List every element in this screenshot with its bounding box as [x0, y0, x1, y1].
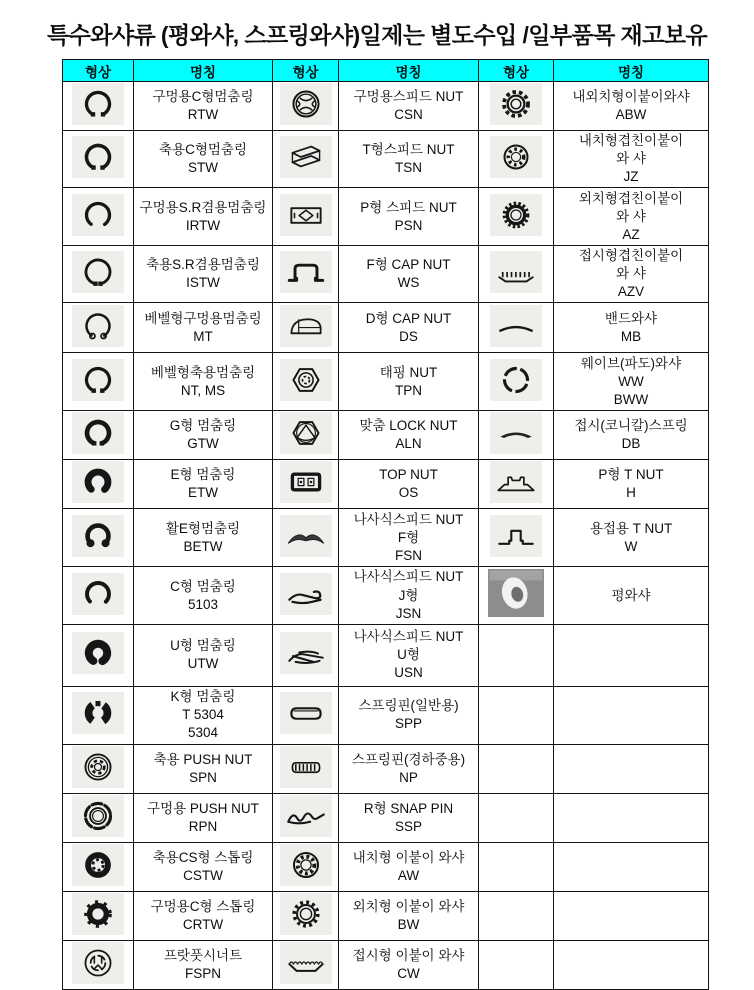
name-line: R형 SNAP PIN	[363, 800, 454, 816]
name-line: DB	[621, 436, 641, 452]
wave-washer-icon	[490, 359, 542, 401]
name-line: PSN	[394, 217, 423, 233]
snap-pin-r-icon	[280, 795, 332, 837]
dish-lap-washer-icon	[490, 251, 542, 293]
c-ring-shaft-icon	[72, 136, 124, 178]
name-line: SSP	[394, 818, 422, 834]
name-line: F형 CAP NUT	[366, 257, 451, 273]
name-line: ABW	[615, 107, 647, 122]
shape-cell	[63, 460, 134, 509]
shape-cell	[273, 353, 339, 411]
shape-cell	[273, 940, 339, 989]
name-line: 와 샤	[616, 266, 646, 282]
sr-ring-shaft-icon	[72, 251, 124, 293]
int-tooth-lap-washer-icon	[490, 136, 542, 178]
shape-cell	[273, 246, 339, 303]
table-row	[63, 509, 709, 567]
name-cell	[554, 246, 709, 303]
name-cell	[134, 744, 273, 793]
table-row	[63, 567, 709, 624]
name-line: CSN	[394, 107, 423, 122]
shape-cell	[63, 188, 134, 246]
name-line: STW	[188, 160, 218, 176]
name-line: WS	[397, 275, 420, 291]
name-line: 와 샤	[616, 208, 646, 224]
name-line: CRTW	[182, 916, 224, 932]
name-line: BETW	[183, 538, 223, 554]
name-line: BW	[397, 916, 420, 932]
speed-nut-t-icon	[280, 136, 332, 178]
ext-tooth-lap-washer-icon	[490, 194, 542, 236]
name-line: ISTW	[186, 275, 220, 291]
shape-cell	[273, 303, 339, 353]
table-row	[63, 188, 709, 246]
shape-cell	[273, 842, 339, 891]
name-cell	[134, 246, 273, 303]
name-line: 축용S.R겸용멈춤링	[146, 257, 260, 273]
name-cell	[554, 744, 709, 793]
name-cell	[554, 303, 709, 353]
name-cell	[339, 131, 479, 188]
name-cell	[339, 82, 479, 131]
bow-e-ring-icon	[72, 515, 124, 557]
name-line: 축용C형멈춤링	[159, 142, 247, 158]
shape-cell	[273, 131, 339, 188]
shape-cell	[273, 891, 339, 940]
name-cell	[339, 793, 479, 842]
name-cell	[554, 891, 709, 940]
name-cell	[339, 188, 479, 246]
name-cell	[134, 131, 273, 188]
name-cell	[339, 246, 479, 303]
name-cell	[554, 624, 709, 686]
shape-cell	[479, 686, 554, 744]
shape-cell	[479, 891, 554, 940]
name-line: 외치형겹친이붙이	[578, 190, 684, 206]
dish-tooth-washer-icon	[280, 942, 332, 984]
name-cell	[134, 303, 273, 353]
name-line: F형	[397, 529, 420, 545]
shape-cell	[479, 353, 554, 411]
name-cell	[339, 624, 479, 686]
name-line: U형	[397, 647, 420, 663]
name-line: MT	[193, 328, 213, 344]
shape-cell	[479, 303, 554, 353]
name-cell	[339, 411, 479, 460]
shape-cell	[63, 567, 134, 624]
name-line: 평와샤	[611, 587, 651, 603]
name-cell	[554, 842, 709, 891]
table-row	[63, 686, 709, 744]
col-header-name-2: 명칭	[339, 60, 479, 82]
name-line: W	[624, 538, 638, 554]
table-row	[63, 411, 709, 460]
name-line: 구멍용S.R겸용멈춤링	[139, 199, 267, 215]
shape-cell	[479, 793, 554, 842]
name-line: 구멍용C형 스톱링	[150, 898, 256, 914]
shape-cell	[273, 509, 339, 567]
name-line: T 5304	[182, 707, 224, 723]
shape-cell	[63, 246, 134, 303]
name-line: 접시(코니칼)스프링	[574, 418, 688, 434]
name-line: 스프링핀(경하중용)	[351, 751, 466, 767]
table-row	[63, 246, 709, 303]
name-cell	[554, 353, 709, 411]
c-ring-hole-icon	[72, 83, 124, 125]
shape-cell	[479, 624, 554, 686]
name-line: OS	[398, 485, 419, 501]
cs-stop-ring-icon	[72, 844, 124, 886]
name-line: 구멍용스피드 NUT	[353, 88, 464, 104]
lock-nut-icon	[280, 412, 332, 454]
table-row	[63, 303, 709, 353]
name-cell	[554, 460, 709, 509]
name-cell	[339, 460, 479, 509]
spring-pin-heavy-icon	[280, 746, 332, 788]
shape-cell	[273, 460, 339, 509]
name-cell	[134, 460, 273, 509]
shape-cell	[273, 793, 339, 842]
name-line: 5103	[187, 596, 219, 612]
screw-speed-nut-j-icon	[280, 573, 332, 615]
name-line: H	[626, 485, 636, 501]
e-ring-icon	[72, 461, 124, 503]
name-line: JSN	[395, 605, 422, 621]
name-line: UTW	[187, 656, 219, 672]
name-cell	[339, 744, 479, 793]
name-cell	[134, 411, 273, 460]
name-line: 와 샤	[616, 151, 646, 167]
shape-cell	[479, 82, 554, 131]
name-cell	[554, 509, 709, 567]
shape-cell	[63, 411, 134, 460]
table-row	[63, 940, 709, 989]
screw-speed-nut-u-icon	[280, 632, 332, 674]
name-line: 축용 PUSH NUT	[153, 751, 253, 767]
conical-spring-icon	[490, 412, 542, 454]
name-line: 맞춤 LOCK NUT	[359, 418, 458, 434]
name-cell	[339, 891, 479, 940]
name-line: 프랏풋시너트	[163, 947, 243, 963]
name-line: 스프링핀(일반용)	[358, 698, 459, 714]
name-line: 웨이브(파도)와샤	[580, 355, 682, 371]
name-line: TPN	[395, 382, 422, 398]
name-cell	[339, 940, 479, 989]
name-line: P형 T NUT	[598, 467, 664, 483]
col-header-name-1: 명칭	[134, 60, 273, 82]
bevel-ring-hole-icon	[72, 305, 124, 347]
name-cell	[134, 891, 273, 940]
table-row	[63, 353, 709, 411]
name-line: 내치형겹친이붙이	[578, 133, 684, 148]
shape-cell	[273, 82, 339, 131]
name-line: 접시형 이붙이 와샤	[352, 947, 465, 963]
name-line: 나사식스피드 NUT	[353, 511, 464, 527]
shape-cell	[63, 686, 134, 744]
page-title: 특수와샤류 (평와샤, 스프링와샤)일제는 별도수입 /일부품목 재고보유	[47, 22, 707, 48]
name-cell	[134, 509, 273, 567]
shape-cell	[273, 624, 339, 686]
name-line: ALN	[395, 436, 422, 452]
p-t-nut-icon	[490, 461, 542, 503]
name-line: CW	[397, 965, 420, 981]
name-line: E형 멈춤링	[170, 467, 236, 483]
name-cell	[339, 567, 479, 624]
name-line: 활E형멈춤링	[165, 520, 241, 536]
speed-nut-p-icon	[280, 194, 332, 236]
name-cell	[554, 82, 709, 131]
name-line: P형 스피드 NUT	[360, 199, 457, 215]
name-line: 5304	[187, 725, 219, 741]
name-line: 베벨형축용멈춤링	[150, 364, 256, 380]
name-line: T형스피드 NUT	[362, 142, 455, 158]
k-ring-icon	[72, 692, 124, 734]
table-row	[63, 891, 709, 940]
flat-push-nut-icon	[72, 942, 124, 984]
name-cell	[554, 793, 709, 842]
name-cell	[554, 188, 709, 246]
shape-cell	[479, 188, 554, 246]
name-cell	[554, 567, 709, 624]
name-line: IRTW	[185, 217, 221, 233]
band-washer-icon	[490, 305, 542, 347]
name-cell	[554, 686, 709, 744]
name-line: U형 멈춤링	[170, 638, 236, 654]
name-cell	[134, 842, 273, 891]
name-line: 구멍용 PUSH NUT	[147, 800, 259, 816]
name-line: J형	[398, 587, 419, 603]
name-cell	[134, 188, 273, 246]
shape-cell	[63, 891, 134, 940]
col-header-shape-1: 형상	[63, 60, 134, 82]
u-ring-icon	[72, 632, 124, 674]
name-line: WW	[618, 373, 644, 389]
name-line: SPN	[189, 769, 217, 785]
cap-nut-f-icon	[280, 251, 332, 293]
name-line: AZ	[622, 226, 640, 242]
shape-cell	[479, 460, 554, 509]
col-header-shape-2: 형상	[273, 60, 339, 82]
shape-cell	[273, 686, 339, 744]
table-row	[63, 842, 709, 891]
shape-cell	[63, 744, 134, 793]
name-line: DS	[399, 328, 418, 344]
name-cell	[554, 131, 709, 188]
name-line: 구멍용C형멈춤링	[152, 88, 254, 104]
name-line: 접시형겹친이붙이	[578, 248, 684, 264]
name-line: JZ	[623, 169, 639, 185]
name-line: 밴드와샤	[604, 310, 658, 326]
name-line: SPP	[394, 716, 422, 732]
c-stop-ring-icon	[72, 893, 124, 935]
shape-cell	[479, 509, 554, 567]
sr-ring-hole-icon	[72, 194, 124, 236]
shape-cell	[479, 744, 554, 793]
weld-t-nut-icon	[490, 515, 542, 557]
name-cell	[134, 567, 273, 624]
external-tooth-washer-icon	[280, 893, 332, 935]
name-cell	[134, 82, 273, 131]
name-line: 내외치형이붙이와샤	[572, 88, 690, 104]
shape-cell	[273, 744, 339, 793]
table-row	[63, 793, 709, 842]
table-row	[63, 82, 709, 131]
name-line: G형 멈춤링	[169, 418, 237, 434]
top-nut-icon	[280, 461, 332, 503]
shape-cell	[63, 353, 134, 411]
shape-cell	[273, 567, 339, 624]
col-header-name-3: 명칭	[554, 60, 709, 82]
name-cell	[134, 686, 273, 744]
name-line: BWW	[613, 392, 649, 407]
cap-nut-d-icon	[280, 305, 332, 347]
name-cell	[134, 940, 273, 989]
name-line: C형 멈춤링	[170, 578, 236, 594]
shape-cell	[273, 411, 339, 460]
shape-cell	[63, 131, 134, 188]
push-nut-shaft-icon	[72, 746, 124, 788]
shape-cell	[63, 509, 134, 567]
name-line: CSTW	[183, 867, 223, 883]
shape-cell	[479, 411, 554, 460]
name-cell	[134, 353, 273, 411]
name-line: 베벨형구멍용멈춤링	[144, 310, 262, 326]
bevel-ring-shaft-icon	[72, 359, 124, 401]
name-cell	[554, 940, 709, 989]
name-line: ETW	[188, 485, 218, 501]
shape-cell	[63, 624, 134, 686]
name-line: 나사식스피드 NUT	[353, 629, 464, 645]
flat-washer-photo-icon	[488, 569, 544, 617]
shape-cell	[63, 940, 134, 989]
shape-cell	[479, 131, 554, 188]
name-cell	[339, 303, 479, 353]
shape-cell	[479, 567, 554, 624]
table-row	[63, 460, 709, 509]
shape-cell	[63, 842, 134, 891]
table-row	[63, 744, 709, 793]
shape-cell	[479, 842, 554, 891]
col-header-shape-3: 형상	[479, 60, 554, 82]
screw-speed-nut-f-icon	[280, 515, 332, 557]
parts-table	[62, 59, 709, 990]
shape-cell	[63, 303, 134, 353]
int-ext-tooth-washer-icon	[490, 83, 542, 125]
name-line: 축용CS형 스톱링	[152, 849, 254, 865]
name-line: K형 멈춤링	[170, 689, 236, 705]
name-line: FSPN	[184, 965, 221, 981]
name-cell	[339, 509, 479, 567]
name-line: TSN	[395, 160, 422, 176]
shape-cell	[479, 246, 554, 303]
shape-cell	[63, 793, 134, 842]
name-line: AW	[397, 867, 420, 883]
name-line: RTW	[187, 107, 219, 122]
name-cell	[554, 411, 709, 460]
tapping-nut-icon	[280, 359, 332, 401]
name-line: 태핑 NUT	[379, 364, 438, 380]
name-line: FSN	[395, 548, 422, 563]
name-line: GTW	[187, 436, 219, 452]
name-line: 나사식스피드 NUT	[353, 569, 464, 585]
shape-cell	[479, 940, 554, 989]
push-nut-hole-icon	[72, 795, 124, 837]
c-ring-5103-icon	[72, 573, 124, 615]
name-line: MB	[620, 328, 642, 344]
shape-cell	[63, 82, 134, 131]
name-cell	[339, 686, 479, 744]
internal-tooth-washer-icon	[280, 844, 332, 886]
page	[0, 17, 754, 981]
name-cell	[339, 353, 479, 411]
name-line: NP	[399, 769, 418, 785]
name-line: 내치형 이붙이 와샤	[352, 849, 465, 865]
shape-cell	[273, 188, 339, 246]
speed-nut-round-icon	[280, 83, 332, 125]
name-cell	[134, 793, 273, 842]
header-row	[63, 60, 709, 82]
spring-pin-icon	[280, 692, 332, 734]
name-line: RPN	[188, 818, 218, 834]
name-cell	[339, 842, 479, 891]
name-line: USN	[394, 665, 423, 681]
name-line: TOP NUT	[379, 467, 438, 483]
name-line: 용접용 T NUT	[589, 520, 673, 536]
table-row	[63, 624, 709, 686]
name-cell	[134, 624, 273, 686]
table-row	[63, 131, 709, 188]
name-line: AZV	[617, 284, 645, 300]
name-line: NT, MS	[180, 382, 226, 398]
name-line: D형 CAP NUT	[365, 310, 452, 326]
table-body	[63, 82, 709, 990]
g-ring-icon	[72, 412, 124, 454]
name-line: 외치형 이붙이 와샤	[352, 898, 465, 914]
